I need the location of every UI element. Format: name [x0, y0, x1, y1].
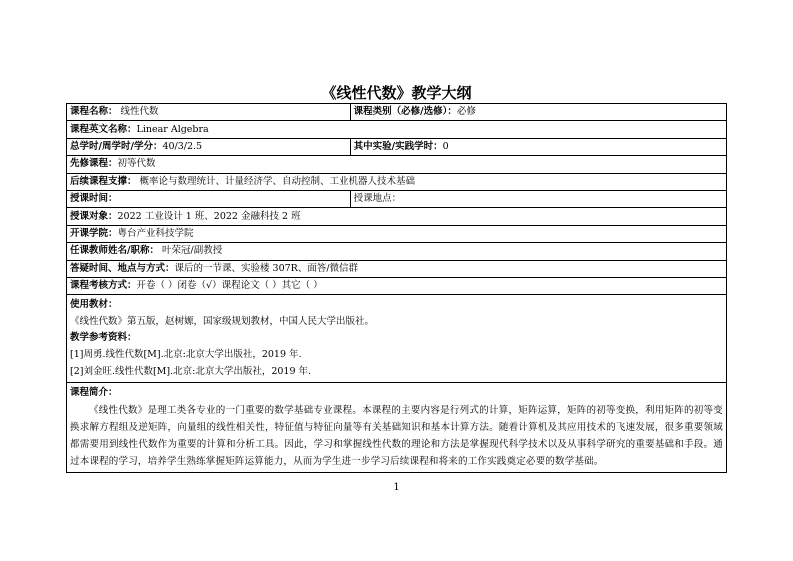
row-follow: [67, 173, 727, 190]
label: 开课学院：: [70, 227, 118, 239]
label: 其中实验/实践学时：: [353, 140, 443, 152]
value: 线性代数: [120, 106, 159, 118]
row-audience: [67, 208, 727, 225]
row-hours: [67, 138, 727, 155]
label: 任课教师姓名/职称：: [70, 245, 159, 257]
value: 概率论与数理统计、计量经济学、自动控制、工业机器人技术基础: [139, 175, 416, 187]
value: 必修: [456, 106, 476, 118]
label: 答疑时间、地点与方式：: [70, 262, 175, 274]
intro-text: 《线性代数》是理工类各专业的一门重要的数学基础专业课程。本课程的主要内容是行列式的计算，矩阵运算，矩阵的初等变换，利用矩阵的初等变换求解方程组及逆矩阵，向量组的线性相关性，特征值与特征向量等有关基础知识和基本计算方法。随着计算机及其应用技术的飞速发展，很多重要领域都需要用到线性代数作为重要的计算和分析工具。因此，学习和掌握线性代数的理论和方法是掌握现代科学技术以及从事科学研究的重要基础和手段。通过本课程的学习，培养学生熟练掌握矩阵运算能力，从而为学生进一步学习后续课程和将来的工作实践奠定必要的数学基础。: [70, 404, 723, 467]
label: 课程名称：: [70, 106, 118, 118]
label: 课程考核方式：: [70, 280, 137, 292]
intro-label: 课程简介：: [70, 387, 118, 399]
row-materials: [67, 295, 727, 383]
label: 课程英文名称：: [70, 123, 137, 135]
row-prereq: [67, 156, 727, 173]
value: 开卷（ ）闭卷（√）课程论文（ ）其它（ ）: [136, 280, 323, 292]
label: 课程类别（必修/选修）：: [353, 106, 457, 118]
row-time-place: [67, 190, 727, 207]
row-course-name: [67, 104, 727, 121]
row-teacher: [67, 243, 727, 260]
row-college: [67, 225, 727, 242]
row-qa: [67, 260, 727, 277]
document-title: 《线性代数》教学大纲: [321, 84, 472, 102]
label: 授课对象：: [70, 210, 118, 222]
page-number: 1: [393, 482, 400, 493]
refs-label: 教学参考资料：: [70, 332, 137, 344]
label: 总学时/周学时/学分：: [70, 140, 163, 152]
value: 0: [442, 140, 449, 152]
textbook: 《线性代数》第五版，赵树嫄，国家级规划教材，中国人民大学出版社。: [70, 315, 375, 327]
row-english-name: [67, 121, 727, 138]
value: Linear Algebra: [136, 123, 209, 135]
reference-item: [1]周勇.线性代数[M].北京:北京大学出版社，2019 年.: [70, 349, 302, 361]
value: 叶荣冠/副教授: [162, 245, 223, 257]
syllabus-table: [66, 103, 727, 473]
value: 初等代数: [117, 158, 156, 170]
value: 40/3/2.5: [162, 140, 203, 152]
row-exam: [67, 277, 727, 294]
row-intro: [67, 383, 727, 473]
label: 后续课程支撑：: [70, 175, 137, 187]
value: 粤台产业科技学院: [117, 227, 194, 239]
value: 课后的一节课、实验楼 307R、面答/微信群: [174, 262, 359, 274]
value: 2022 工业设计 1 班、2022 金融科技 2 班: [117, 210, 301, 222]
reference-item: [2]刘金旺.线性代数[M].北京:北京大学出版社，2019 年.: [70, 365, 312, 377]
label: 先修课程：: [70, 158, 118, 170]
textbook-label: 使用教材：: [70, 299, 118, 311]
label: 授课地点：: [353, 193, 402, 205]
label: 授课时间：: [70, 193, 118, 205]
